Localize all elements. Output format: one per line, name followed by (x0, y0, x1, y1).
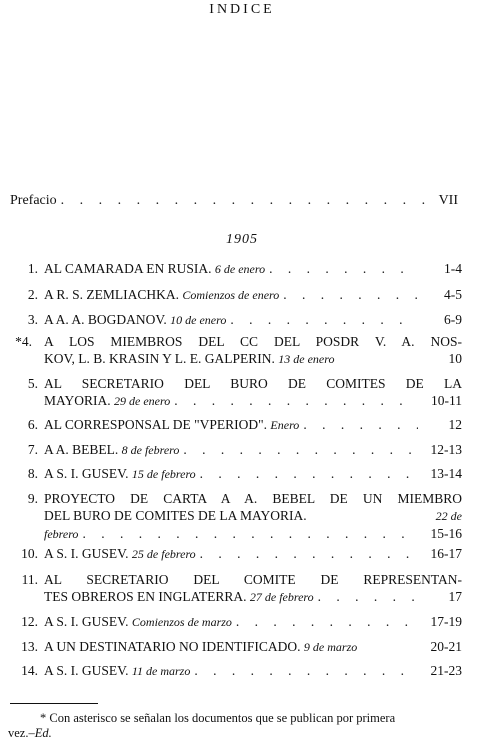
entry-title: A R. S. ZEMLIACHKA. (44, 287, 180, 302)
toc-entry (8, 613, 462, 631)
entry-date: 8 de febrero (121, 443, 180, 457)
leader-dots (82, 525, 418, 542)
entry-date: Comienzos de marzo (131, 615, 232, 629)
entry-title: KOV, L. B. KRASIN Y L. E. GALPERIN. (44, 351, 275, 366)
entry-number: 5. (27, 376, 38, 391)
toc-entry (8, 571, 462, 606)
entry-title-line: PROYECTO DE CARTA A A. BEBEL DE UN MIEMBRO (44, 491, 462, 506)
entry-date: 29 de enero (114, 394, 171, 408)
entry-pages: 15-16 (430, 526, 462, 541)
leader-dots (200, 545, 418, 562)
toc-entry (8, 490, 462, 543)
section-year: 1905 (226, 232, 258, 247)
entry-date: 22 de (435, 509, 462, 523)
leader-dots (183, 441, 418, 458)
entry-number: 2. (27, 287, 38, 302)
entry-title: AL CAMARADA EN RUSIA. (44, 261, 212, 276)
entry-title: A UN DESTINATARIO NO IDENTIFICADO. (44, 639, 301, 654)
entry-pages: 12 (448, 417, 462, 432)
entry-date: 9 de marzo (303, 640, 358, 654)
entry-title: A S. I. GUSEV. (44, 614, 129, 629)
entry-title: DEL BURO DE COMITES DE LA MAYORIA. (44, 508, 307, 523)
entry-date: 11 de marzo (131, 664, 191, 678)
entry-title: A S. I. GUSEV. (44, 546, 129, 561)
entry-date: 15 de febrero (131, 467, 196, 481)
toc-entry (8, 662, 462, 680)
entry-number: 1. (27, 261, 38, 276)
entry-number: 13. (21, 639, 38, 654)
leader-dots (318, 588, 418, 605)
entry-date: febrero (44, 527, 79, 541)
entry-title: AL CORRESPONSAL DE "VPERIOD". (44, 417, 268, 432)
entry-title: A A. A. BOGDANOV. (44, 312, 167, 327)
toc-entry (8, 441, 462, 459)
entry-number: 11. (21, 572, 38, 587)
toc-entry (8, 465, 462, 483)
entry-pages: 16-17 (430, 546, 462, 561)
entry-pages: 1-4 (444, 261, 462, 276)
entry-title-line: A LOS MIEMBROS DEL CC DEL POSDR V. A. NOS- (44, 334, 462, 349)
entry-pages: 10 (448, 351, 462, 366)
entry-date: 10 de enero (170, 313, 227, 327)
entry-pages: 10-11 (431, 393, 462, 408)
entry-pages: 17 (448, 589, 462, 604)
toc-entry (8, 638, 462, 656)
entry-number: 8. (27, 466, 38, 481)
entry-title: MAYORIA. (44, 393, 111, 408)
entry-title: A S. I. GUSEV. (44, 466, 129, 481)
entry-date: 6 de enero (214, 262, 266, 276)
entry-date: 27 de febrero (249, 590, 314, 604)
footnote (8, 711, 478, 741)
entry-title-line: AL SECRETARIO DEL BURO DE COMITES DE LA (44, 376, 462, 391)
toc-entry (8, 545, 462, 563)
leader-dots (194, 662, 418, 679)
entry-pages: 17-19 (430, 614, 462, 629)
footnote-suffix: vez.– (8, 726, 35, 740)
page-title: INDICE (209, 2, 275, 17)
toc-entry (8, 375, 462, 410)
entry-pages: 21-23 (430, 663, 462, 678)
entry-title: TES OBREROS EN INGLATERRA. (44, 589, 247, 604)
entry-number: 12. (21, 614, 38, 629)
toc-entry (8, 260, 462, 278)
leader-dots (200, 465, 418, 482)
prefacio-pages: VII (438, 193, 458, 208)
entry-number: 10. (21, 546, 38, 561)
toc-entry (8, 286, 462, 304)
entry-pages: 6-9 (444, 312, 462, 327)
prefacio-label: Prefacio (10, 193, 57, 208)
entry-date: 13 de enero (278, 352, 335, 366)
entry-pages: 13-14 (430, 466, 462, 481)
entry-number: 3. (27, 312, 38, 327)
entry-date: Enero (270, 418, 300, 432)
entry-number: 6. (27, 417, 38, 432)
entry-number: 9. (27, 491, 38, 506)
entry-title: A A. BEBEL. (44, 442, 119, 457)
leader-dots (236, 613, 418, 630)
entry-pages: 4-5 (444, 287, 462, 302)
entry-number: *4. (15, 334, 32, 349)
toc-entry (8, 333, 462, 368)
entry-pages: 12-13 (430, 442, 462, 457)
entry-number: 14. (21, 663, 38, 678)
leader-dots (303, 416, 418, 433)
toc-entry (8, 416, 462, 434)
entry-title-line: AL SECRETARIO DEL COMITE DE REPRESENTAN- (44, 572, 462, 587)
entry-pages: 20-21 (430, 639, 462, 654)
entry-date: Comienzos de enero (182, 288, 280, 302)
leader-dots (230, 311, 418, 328)
footnote-rule (10, 703, 98, 704)
footnote-line: * Con asterisco se señalan los documentos que se publican por primera (40, 711, 396, 725)
footnote-editor: Ed. (34, 726, 52, 740)
toc-entry (8, 311, 462, 329)
leader-dots (283, 286, 418, 303)
entry-number: 7. (27, 442, 38, 457)
entry-date: 25 de febrero (131, 547, 196, 561)
entry-title: A S. I. GUSEV. (44, 663, 129, 678)
leader-dots (269, 260, 418, 277)
leader-dots (174, 392, 418, 409)
